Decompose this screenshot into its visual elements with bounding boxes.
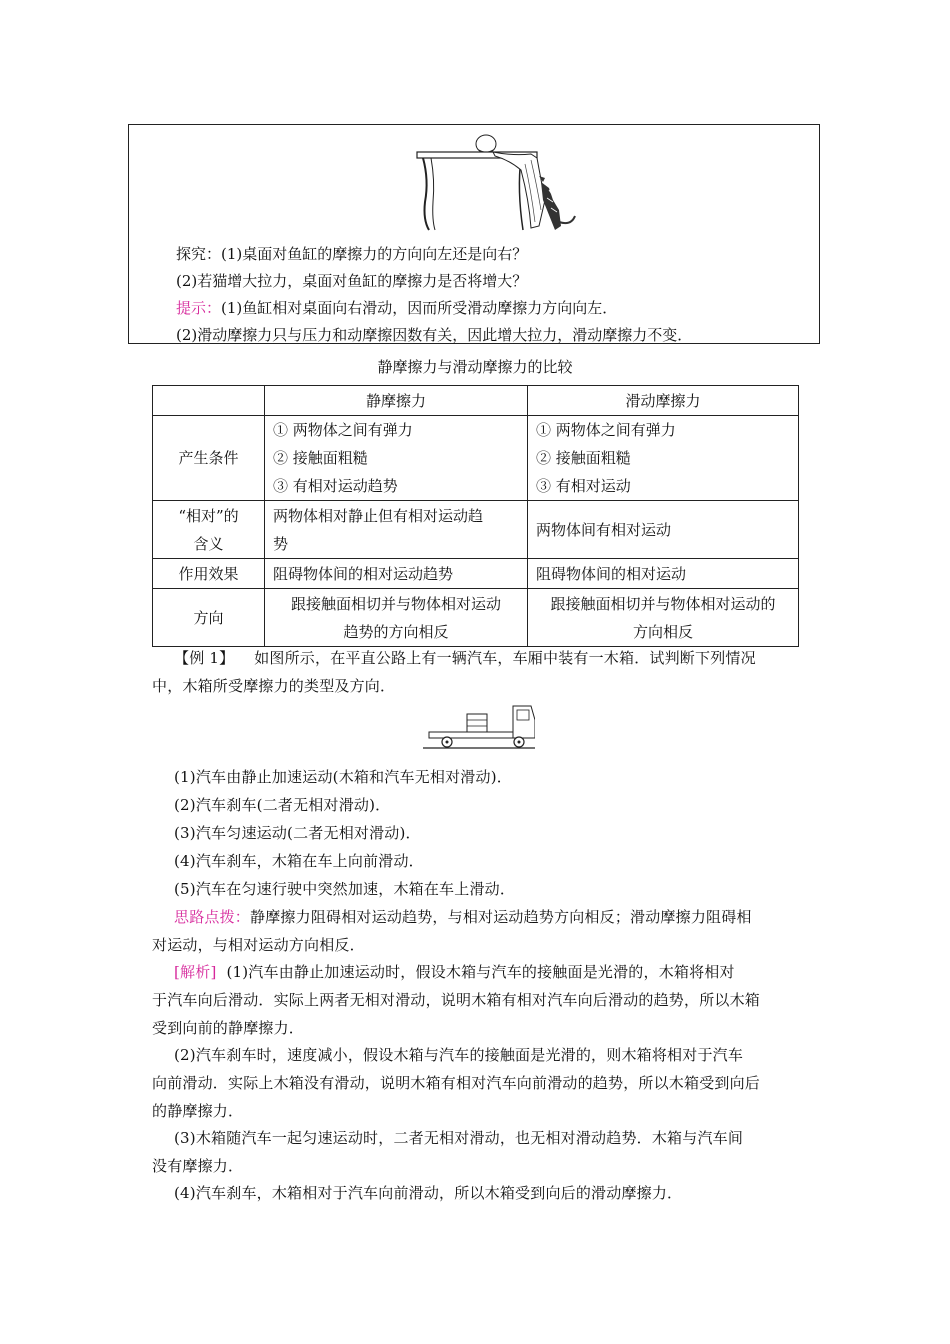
- sliding-effect: 阻碍物体间的相对运动: [528, 559, 799, 589]
- thinking-tip-line1: [152, 903, 815, 931]
- sliding-direction: [528, 589, 799, 647]
- hint-label: 提示：: [176, 299, 222, 317]
- truck-with-box-figure: [423, 700, 535, 754]
- static-direction-line1: 跟接触面相切并与物体相对运动: [290, 594, 501, 613]
- static-meaning: [265, 501, 528, 559]
- sliding-direction-line1: 跟接触面相切并与物体相对运动的: [550, 594, 776, 613]
- analysis-2: [152, 1041, 815, 1125]
- row-label-meaning-line1: “相对”的: [178, 506, 239, 525]
- analysis-2-line2: 向前滑动．实际上木箱没有滑动，说明木箱有相对汽车向前滑动的趋势，所以木箱受到向后: [152, 1074, 761, 1092]
- static-condition-1: ① 两物体之间有弹力: [273, 421, 413, 439]
- static-meaning-line2: 势: [273, 534, 289, 553]
- example-stem-line2: 中，木箱所受摩擦力的类型及方向．: [152, 677, 396, 695]
- analysis-2-line1: (2)汽车刹车时，速度减小，假设木箱与汽车的接触面是光滑的，则木箱将相对于汽车: [174, 1046, 744, 1064]
- analysis-3-line1: (3)木箱随汽车一起匀速运动时，二者无相对滑动，也无相对滑动趋势．木箱与汽车间: [174, 1129, 744, 1147]
- static-direction: [265, 589, 528, 647]
- row-label-effect: 作用效果: [153, 559, 265, 589]
- analysis-3: [152, 1124, 815, 1180]
- example-stem-line1: [152, 644, 815, 672]
- hint-a1-text: (1)鱼缸相对桌面向右滑动，因而所受滑动摩擦力方向向左．: [221, 299, 618, 317]
- sliding-direction-line2: 方向相反: [632, 622, 693, 641]
- analysis-3-line2: 没有摩擦力．: [152, 1157, 244, 1175]
- analysis-label: [解析]: [174, 963, 217, 981]
- row-label-direction: 方向: [153, 589, 265, 647]
- table-row: [153, 589, 799, 647]
- analysis-1: [152, 958, 815, 1042]
- static-direction-line2: 趋势的方向相反: [343, 622, 449, 641]
- example-item-5: (5)汽车在匀速行驶中突然加速，木箱在车上滑动．: [174, 880, 516, 898]
- row-label-conditions: 产生条件: [153, 416, 265, 501]
- explore-question-1: [176, 244, 527, 264]
- explore-q1-text: (1)桌面对鱼缸的摩擦力的方向向左还是向右？: [221, 245, 528, 263]
- tip-text1: 静摩擦力阻碍相对运动趋势，与相对运动趋势方向相反；滑动摩擦力阻碍相: [250, 908, 752, 926]
- sliding-meaning: 两物体间有相对运动: [528, 501, 799, 559]
- analysis-1-line3: 受到向前的静摩擦力．: [152, 1019, 305, 1037]
- sliding-condition-1: ① 两物体之间有弹力: [536, 421, 676, 439]
- example-stem-text1: 如图所示，在平直公路上有一辆汽车，车厢中装有一木箱．试判断下列情况: [254, 649, 756, 667]
- table-header-row: [153, 386, 799, 416]
- row-label-meaning-line2: 含义: [193, 534, 224, 553]
- analysis-4: [152, 1179, 815, 1207]
- header-sliding: 滑动摩擦力: [528, 386, 799, 416]
- table-row: [153, 501, 799, 559]
- static-effect: 阻碍物体间的相对运动趋势: [265, 559, 528, 589]
- hint-answer-1: [176, 298, 617, 318]
- header-static: 静摩擦力: [265, 386, 528, 416]
- table-row: [153, 559, 799, 589]
- example-item-3: (3)汽车匀速运动(二者无相对滑动)．: [174, 824, 421, 842]
- thinking-tip: [152, 903, 815, 959]
- header-blank: [153, 386, 265, 416]
- static-conditions: [265, 416, 528, 501]
- analysis-2-line3: 的静摩擦力．: [152, 1102, 244, 1120]
- analysis-1-line2: 于汽车向后滑动．实际上两者无相对滑动，说明木箱有相对汽车向后滑动的趋势，所以木箱: [152, 991, 761, 1009]
- sliding-condition-2: ② 接触面粗糙: [536, 449, 631, 467]
- static-meaning-line1: 两物体相对静止但有相对运动趋: [273, 506, 484, 525]
- cat-pulling-tablecloth-figure: [413, 130, 588, 234]
- static-condition-2: ② 接触面粗糙: [273, 449, 368, 467]
- table-row: [153, 416, 799, 501]
- example-item-1: (1)汽车由静止加速运动(木箱和汽车无相对滑动)．: [174, 768, 512, 786]
- explore-label: 探究：: [176, 245, 222, 263]
- example-item-4: (4)汽车刹车，木箱在车上向前滑动．: [174, 852, 424, 870]
- analysis-4-line1: (4)汽车刹车，木箱相对于汽车向前滑动，所以木箱受到向后的滑动摩擦力．: [174, 1184, 683, 1202]
- analysis-1-line1: [152, 958, 815, 986]
- static-condition-3: ③ 有相对运动趋势: [273, 477, 398, 495]
- example-item-2: (2)汽车刹车(二者无相对滑动)．: [174, 796, 391, 814]
- thinking-tip-line2: 对运动，与相对运动方向相反．: [152, 936, 365, 954]
- sliding-conditions: [528, 416, 799, 501]
- analysis-1-text1: (1)汽车由静止加速运动时，假设木箱与汽车的接触面是光滑的，木箱将相对: [226, 963, 735, 981]
- hint-answer-2: (2)滑动摩擦力只与压力和动摩擦因数有关，因此增大拉力，滑动摩擦力不变．: [176, 326, 693, 344]
- tip-label: 思路点拨：: [174, 908, 251, 926]
- explore-question-2: (2)若猫增大拉力，桌面对鱼缸的摩擦力是否将增大？: [176, 272, 528, 290]
- comparison-caption: 静摩擦力与滑动摩擦力的比较: [377, 358, 573, 376]
- example-label: 【例 1】: [174, 649, 235, 667]
- example-items: [152, 763, 815, 903]
- row-label-meaning: [153, 501, 265, 559]
- example-stem: [152, 644, 815, 700]
- sliding-condition-3: ③ 有相对运动: [536, 477, 631, 495]
- comparison-table: [152, 385, 799, 647]
